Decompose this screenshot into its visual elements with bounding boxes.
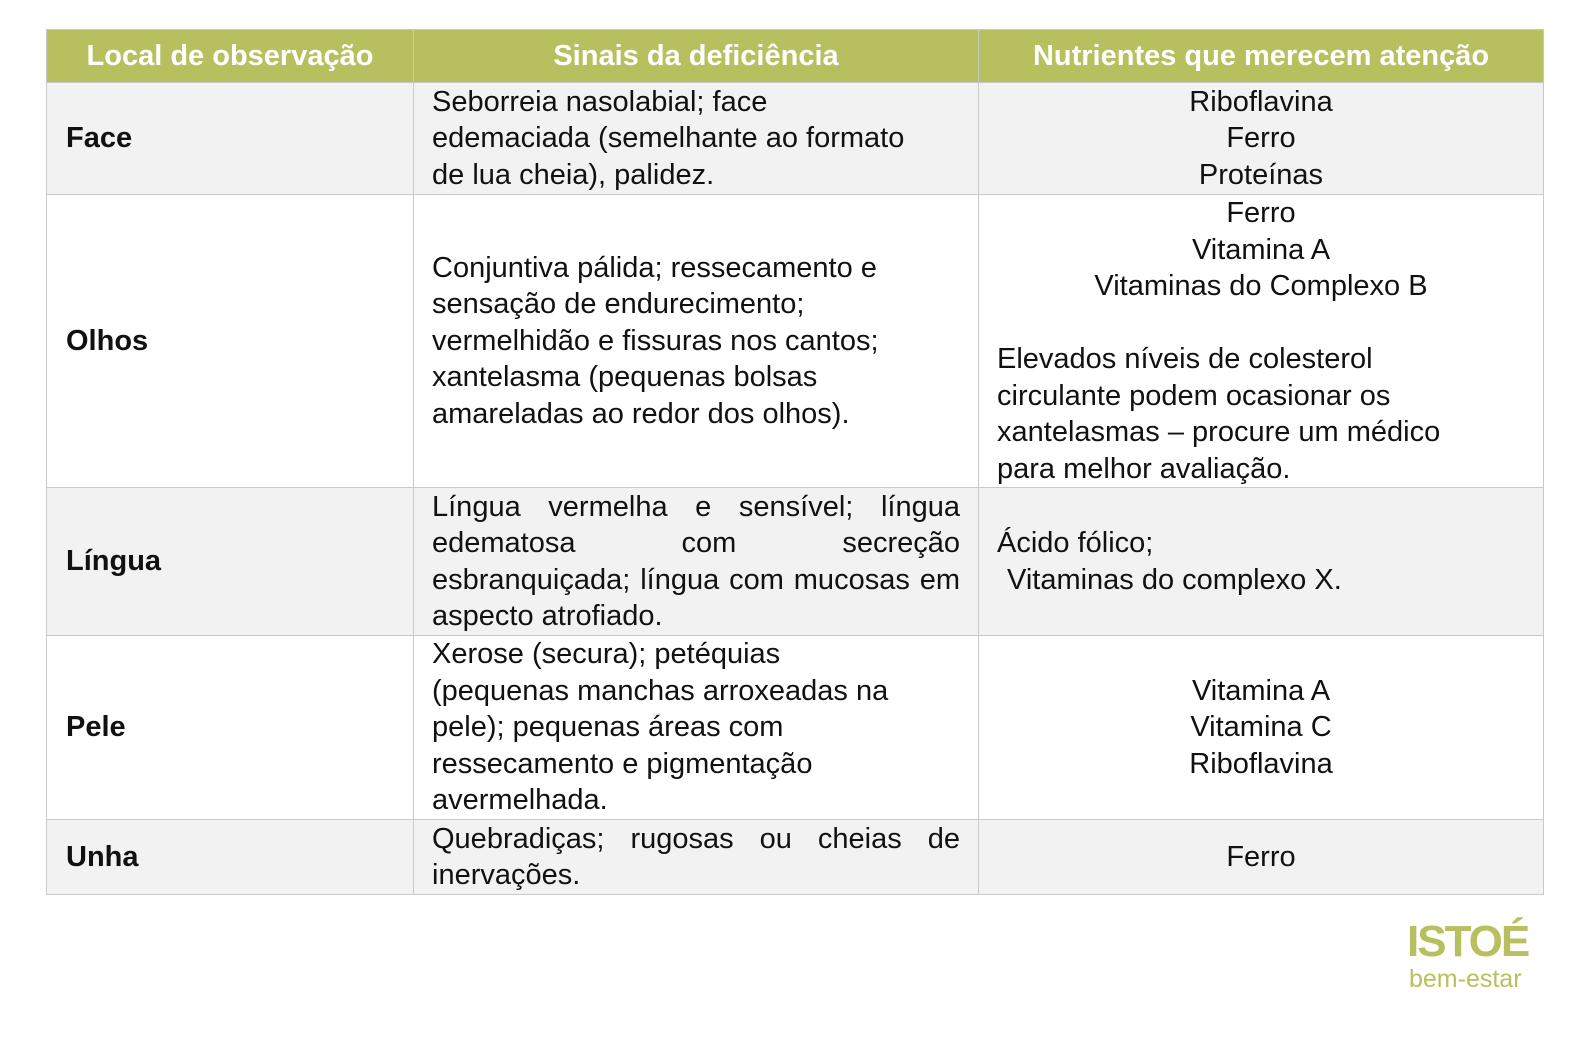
- table-row-olhos: [47, 195, 1544, 488]
- nutrientes-unha: Ferro: [979, 820, 1544, 895]
- nutrientes-face: Riboflavina Ferro Proteínas: [979, 83, 1544, 195]
- sinais-pele: Xerose (secura); petéquias (pequenas manchas arroxeadas na pele); pequenas áreas com ressecamento e pigmentação avermelhada.: [414, 636, 979, 820]
- sinais-lingua: Língua vermelha e sensível; língua edematosa com secreção esbranquiçada; língua com mucosas em aspecto atrofiado.: [414, 488, 979, 636]
- local-face: Face: [47, 83, 414, 195]
- header-local: Local de observação: [47, 30, 414, 83]
- local-olhos: Olhos: [47, 195, 414, 488]
- header-sinais: Sinais da deficiência: [414, 30, 979, 83]
- local-pele: Pele: [47, 636, 414, 820]
- logo-subtitle: bem-estar: [1409, 965, 1522, 993]
- sinais-face: Seborreia nasolabial; face edemaciada (semelhante ao formato de lua cheia), palidez.: [414, 83, 979, 195]
- table-row-pele: [47, 636, 1544, 820]
- table-row-face: [47, 83, 1544, 195]
- nutrientes-pele: Vitamina A Vitamina C Riboflavina: [979, 636, 1544, 820]
- header-nutrientes: Nutrientes que merecem atenção: [979, 30, 1544, 83]
- logo-brand: ISTOÉ: [1407, 917, 1529, 966]
- nutrientes-olhos: Ferro Vitamina A Vitaminas do Complexo B Elevados níveis de colesterol circulante podem ocasionar os xantelasmas – procure um médico para melhor avaliação.: [979, 195, 1544, 488]
- local-lingua: Língua: [47, 488, 414, 636]
- local-unha: Unha: [47, 820, 414, 895]
- nutrition-deficiency-table: [46, 29, 1544, 895]
- sinais-olhos: Conjuntiva pálida; ressecamento e sensação de endurecimento; vermelhidão e fissuras nos cantos; xantelasma (pequenas bolsas amareladas ao redor dos olhos).: [414, 195, 979, 488]
- nutrientes-lingua: Ácido fólico; Vitaminas do complexo X.: [979, 488, 1544, 636]
- sinais-unha: Quebradiças; rugosas ou cheias de inervações.: [414, 820, 979, 895]
- istoe-bem-estar-logo: [1407, 917, 1531, 997]
- table-row-lingua: [47, 488, 1544, 636]
- nota-colesterol: Elevados níveis de colesterol: [997, 343, 1373, 375]
- table-row-unha: [47, 820, 1544, 895]
- table-header-row: [47, 30, 1544, 83]
